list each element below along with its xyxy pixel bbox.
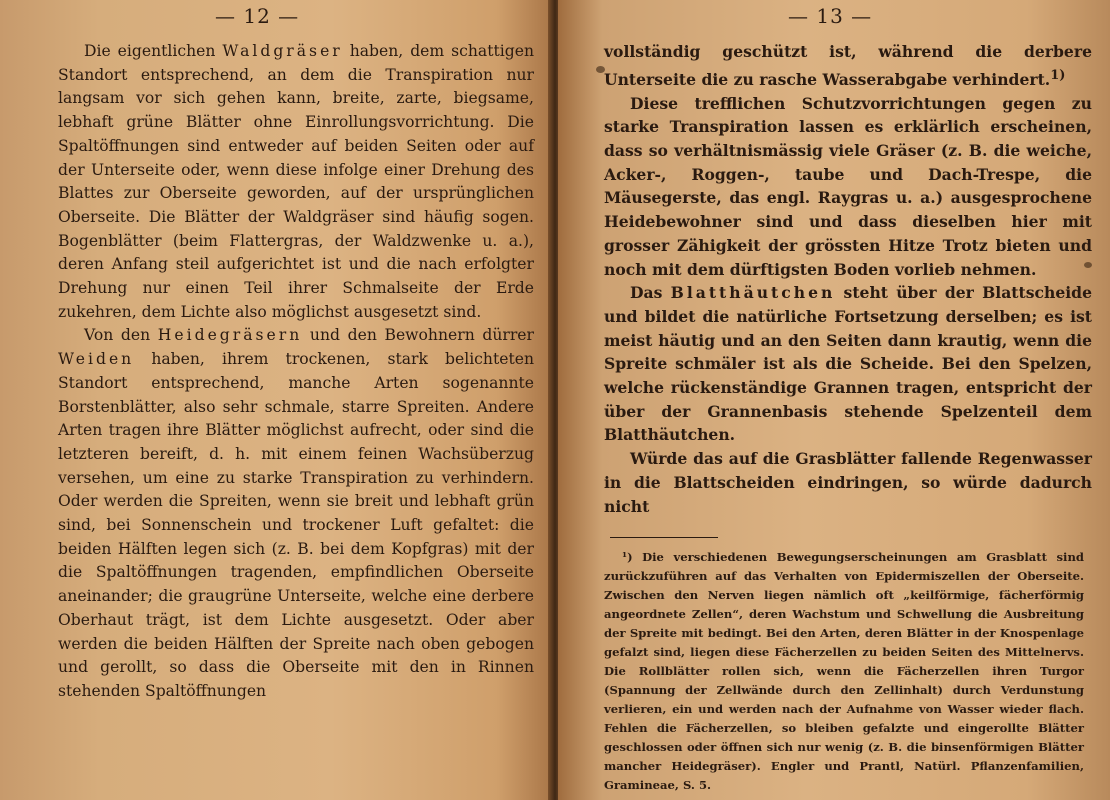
footnote-rule — [610, 537, 718, 538]
text-run: steht über der Blattscheide und bildet die natürliche Fortsetzung derselben; es ist meist häutig und an den Seiten dann krautig, wenn die Spreite schmäler ist als die Scheide. Bei den Spelzen, welche rückenständige Grannen tragen, entspricht der über der Grannenbasis stehende Spelzenteil dem Blatthäutchen. — [604, 283, 1092, 445]
paper-spot — [1084, 262, 1092, 268]
paragraph — [604, 92, 1092, 282]
paragraph — [604, 40, 1092, 92]
spaced-term: Heidegräsern — [157, 326, 303, 345]
footnote-text: ¹) Die verschiedenen Bewegungserscheinungen am Grasblatt sind zurückzuführen auf das Verhalten von Epidermiszellen der Oberseite. Zwischen den Nerven liegen nämlich oft „keilförmige, fächerförmig angeordnete Zellen“, deren Wachstum und Schwellung die Ausbreitung der Spreite mit bedingt. Bei den Arten, deren Blätter in der Knospenlage gefalzt sind, liegen diese Fächerzellen zu beiden Seiten des Mittelnervs. Die Rollblätter rollen sich, wenn die Fächerzellen ihren Turgor (Spannung der Zellwände durch den Zellinhalt) durch Verdunstung verlieren, ein und werden nach der Aufnahme von Wasser wieder flach. Fehlen die Fächerzellen, so bleiben gefalzte und eingerollte Blätter geschlossen oder öffnen sich nur wenig (z. B. die binsenförmigen Blätter mancher Heidegräser). Engler und Prantl, Natürl. Pflanzenfamilien, Gramineae, S. 5. — [604, 550, 1084, 793]
spaced-term: Waldgräser — [222, 42, 343, 60]
page-number-right: — 13 — — [788, 4, 873, 28]
text-run: Diese trefflichen Schutzvorrichtungen gegen zu starke Transpiration lassen es erklärlich erscheinen, dass so verhältnismässig viele Gräser (z. B. die weiche, Acker-, Roggen-, taube und Dach-Trespe, die Mäusegerste, das engl. Raygras u. a.) ausgesprochene Heidebewohner sind und dass dieselben hier mit grosser Zähigkeit der grössten Hitze Trotz bieten und noch mit dem dürftigsten Boden vorlieb nehmen. — [604, 93, 1092, 279]
page-number-left: — 12 — — [215, 4, 300, 28]
spaced-term: Blatthäutchen — [670, 283, 836, 303]
text-run: haben, ihrem trockenen, stark belichteten Standort entsprechend, manche Arten sogenannte Borstenblätter, also sehr schmale, starre Spreiten. Andere Arten tragen ihre Blätter möglichst aufrecht, oder sind die letzteren bereift, d. h. mit einem feinen Wachsüberzug versehen, um eine zu starke Transpiration zu verhindern. Oder werden die Spreiten, wenn sie breit und lebhaft grün sind, bei Sonnenschein und trockener Luft gefaltet: die beiden Hälften legen sich (z. B. bei dem Kopfgras) mit der die Spaltöffnungen tragenden, empfindlichen Oberseite aneinander; die graugrüne Unterseite, welche eine derbere Oberhaut trägt, ist dem Lichte ausgesetzt. Oder aber werden die beiden Hälften der Spreite nach oben gebogen und gerollt, so dass die Oberseite mit den in Rinnen stehenden Spaltöffnungen — [58, 350, 534, 700]
left-page — [0, 0, 552, 800]
paragraph — [604, 447, 1092, 518]
right-page — [558, 0, 1110, 800]
paper-spot — [596, 66, 605, 73]
text-run: Die eigentlichen — [84, 42, 223, 60]
text-run: vollständig geschützt ist, während die derbere Unterseite die zu rasche Wasserabgabe verhindert. — [604, 42, 1092, 89]
footnote — [604, 548, 1092, 795]
right-page-body — [604, 40, 1092, 518]
spaced-term: Weiden — [58, 350, 135, 369]
paragraph — [58, 324, 534, 703]
left-page-body — [58, 40, 534, 704]
footnote-marker: 1) — [1050, 67, 1066, 83]
text-run: haben, dem schattigen Standort entsprechend, an dem die Transpiration nur langsam vor sich gehen kann, breite, zarte, biegsame, lebhaft grüne Blätter ohne Einrollungsvorrichtung. Die Spaltöffnungen sind entweder auf beiden Seiten oder auf der Unterseite oder, wenn diese infolge einer Drehung des Blattes zur Oberseite geworden, auf der ursprünglichen Oberseite. Die Blätter der Waldgräser sind häufig sogen. Bogenblätter (beim Flattergras, der Waldzwenke u. a.), deren Anfang steil aufgerichtet ist und die nach erfolgter Drehung nur einen Teil ihrer Schmalseite der Erde zukehren, dem Lichte also möglichst ausgesetzt sind. — [58, 42, 534, 321]
text-run: Würde das auf die Grasblätter fallende Regenwasser in die Blattscheiden eindringen, so würde dadurch nicht — [604, 449, 1092, 516]
paragraph — [58, 40, 534, 324]
paragraph — [604, 281, 1092, 447]
text-run: Von den — [84, 326, 158, 345]
text-run: Das — [630, 283, 671, 303]
text-run: und den Bewohnern dürrer — [302, 326, 534, 345]
